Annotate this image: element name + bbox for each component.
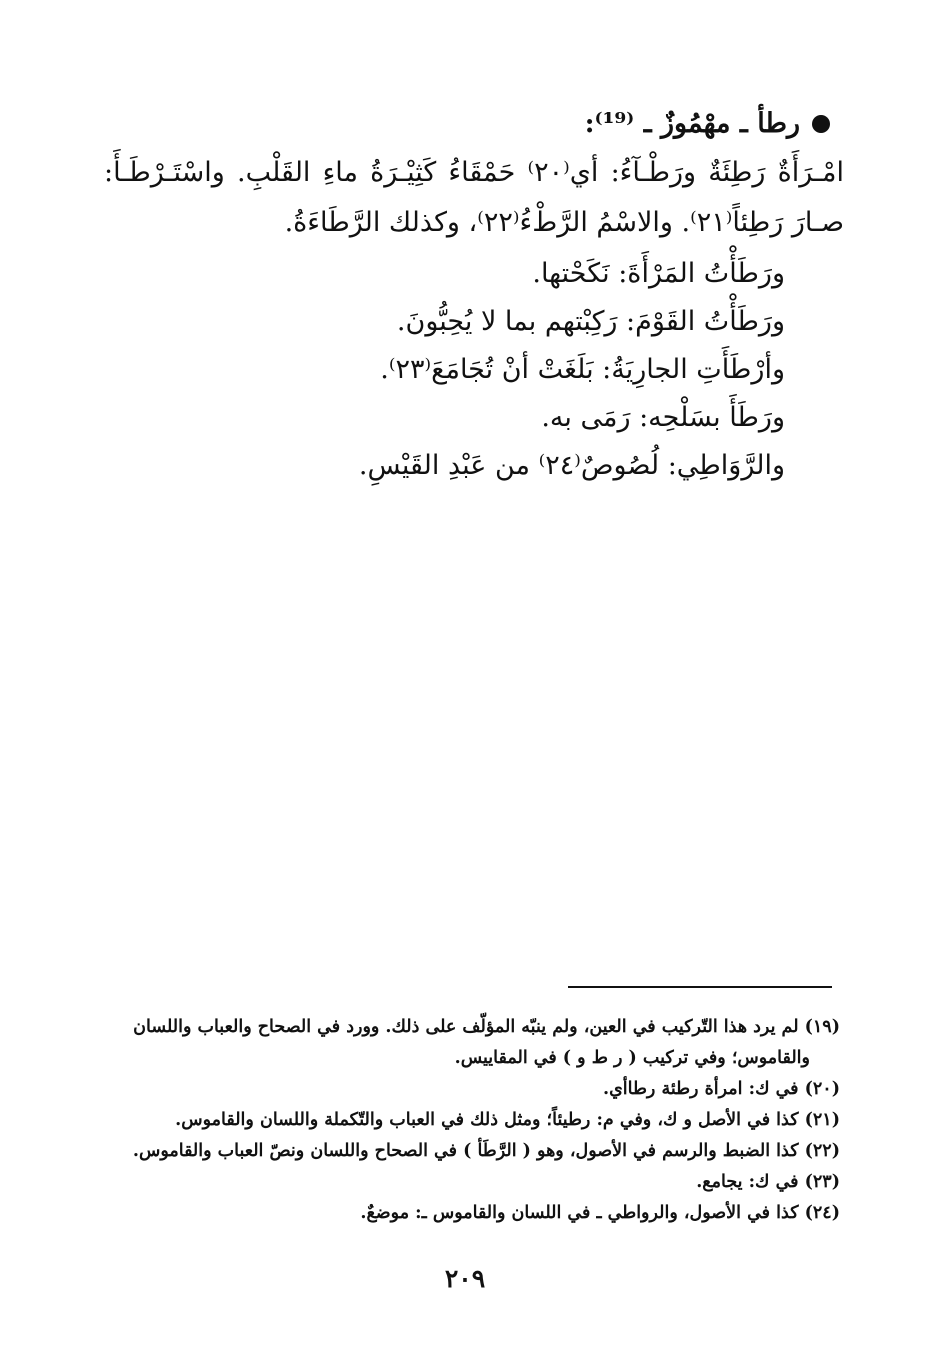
footnote-19: (١٩) لم يرد هذا التّركيب في العين، ولم ينبّه المؤلّف على ذلك. وورد في الصحاح والعباب واللسان xyxy=(133,1017,840,1037)
footnote-20: (٢٠) في ك: امرأة رطئة رطاأي. xyxy=(603,1079,840,1099)
sub-entry: ورَطَأَ بسَلْحِه: رَمَى به. xyxy=(541,402,785,433)
sub-entry: وأرْطَأَتِ الجارِيَةُ: بَلَغَتْ أنْ تُجَامَعَ⁽٢٣⁾. xyxy=(380,354,785,385)
definition-paragraph: امْـرَأَةٌ رَطِئَةٌ ورَطْـآءُ: أي⁽٢٠⁾ حَمْقَاءُ كَثِيْـرَةُ ماءِ القَلْبِ. واسْتَـرْطَـأَ: صـارَ رَطِئاً⁽٢١⁾. والاسْمُ الرَّطْءُ⁽٢٢⁾، وكذلك الرَّطَاءَةُ. xyxy=(104,157,844,238)
footnote-19-continued: والقاموس؛ وفي تركيب ( ر ط و ) في المقاييس. xyxy=(454,1048,810,1068)
entry-headword xyxy=(585,108,830,139)
sub-entry: ورَطَأْتُ القَوْمَ: رَكِبْتهم بما لا يُحِبُّونَ. xyxy=(396,306,785,337)
footnote-23: (٢٣) في ك: يجامع. xyxy=(696,1172,840,1192)
footnotes-section xyxy=(110,1012,840,1229)
footnote-22: (٢٢) كذا الضبط والرسم في الأصول، وهو ( الرَّطَأ ) في الصحاح واللسان ونصّ العباب والقاموس. xyxy=(132,1141,840,1161)
sub-entry: والرَّوَاطِي: لُصُوصٌ⁽٢٤⁾ من عَبْدِ القَيْسِ. xyxy=(358,450,785,481)
footnote-21: (٢١) كذا في الأصل و ك، وفي م: رطيئاً؛ ومثل ذلك في العباب والتّكملة واللسان والقاموس. xyxy=(175,1110,840,1130)
bullet-icon xyxy=(812,115,830,133)
footnote-24: (٢٤) كذا في الأصول، والرواطي ـ في اللسان والقاموس ـ: موضعٌ. xyxy=(360,1203,840,1223)
sub-entries xyxy=(225,250,785,490)
footnote-divider xyxy=(568,986,832,988)
headword-text: رطأ ـ مهْمُوزٌ ـ ⁽¹⁹⁾: xyxy=(584,108,800,139)
page-number: ٢٠٩ xyxy=(444,1264,486,1293)
sub-entry: ورَطَأْتُ المَرْأَةَ: نَكَحْتها. xyxy=(532,258,785,289)
